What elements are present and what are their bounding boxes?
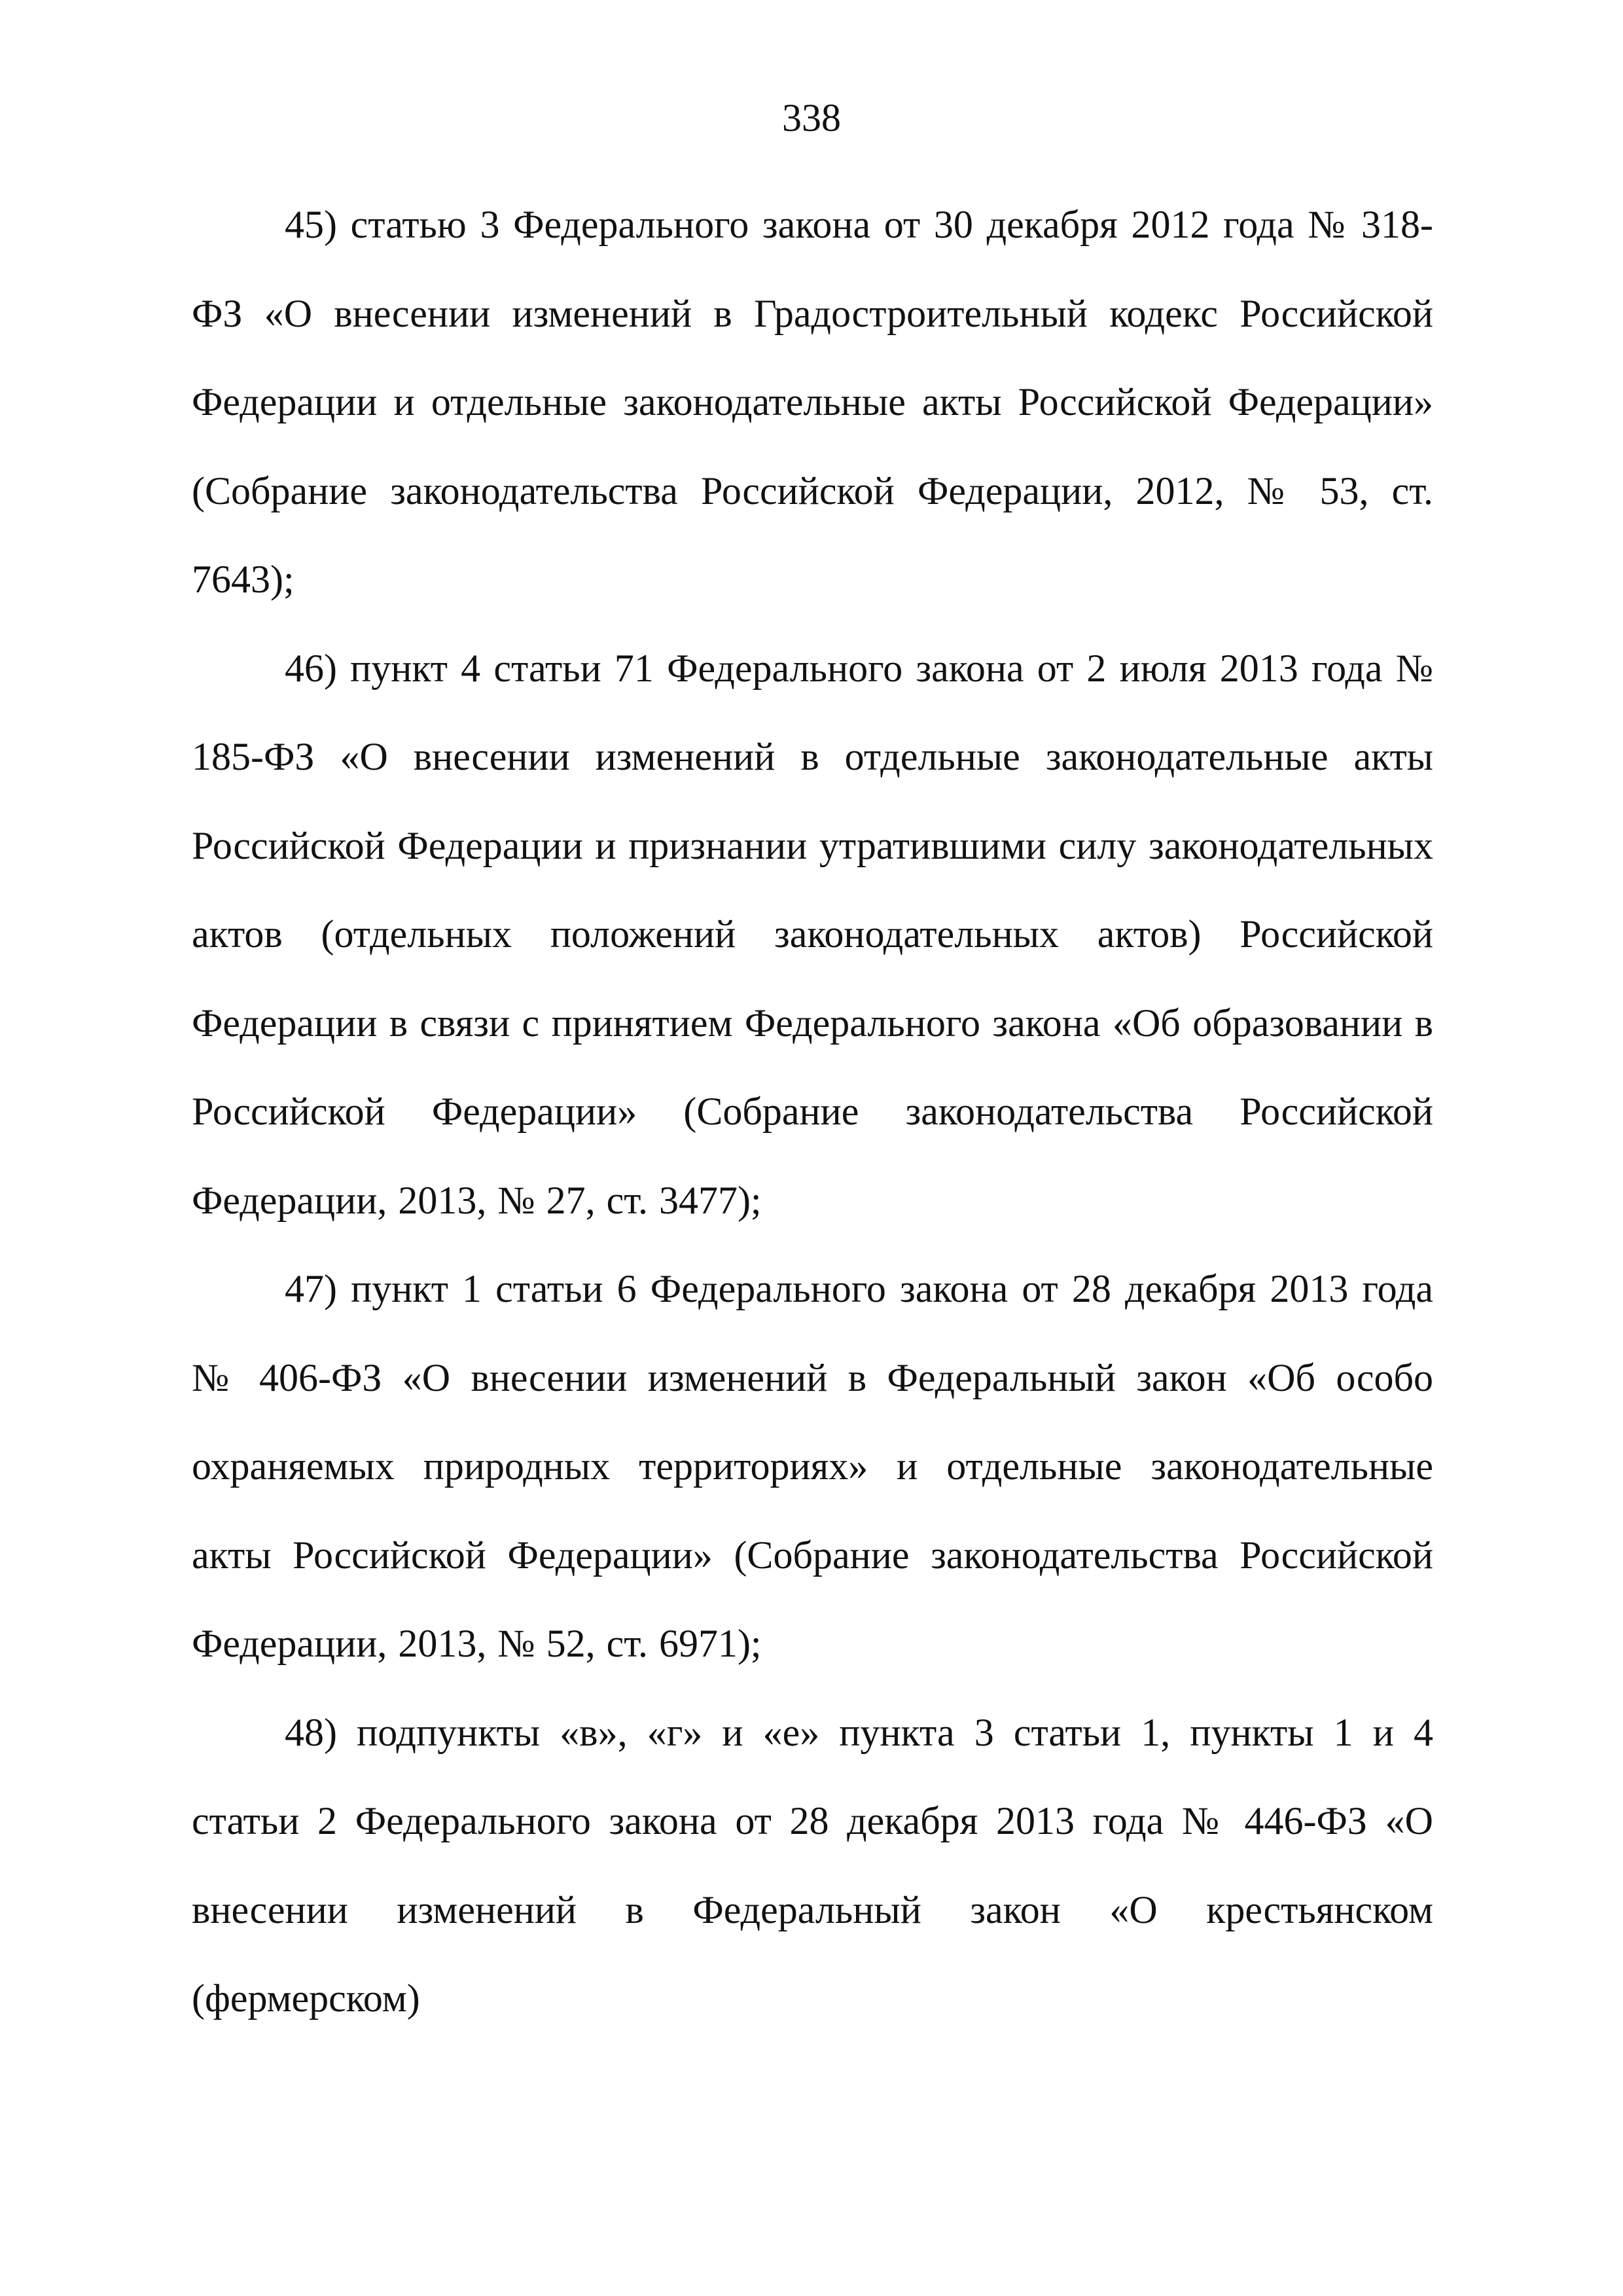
page-number: 338	[782, 96, 841, 139]
list-item-47: 47) пункт 1 статьи 6 Федерального закона от 28 декабря 2013 года № 406-ФЗ «О внесении изменений в Федеральный закон «Об особо охраняемых природных территориях» и отдельные законодательные акты Российской Федерации» (Собрание законодательства Российской Федерации, 2013, № 52, ст. 6971);	[192, 1267, 1433, 1665]
list-item-48: 48) подпункты «в», «г» и «е» пункта 3 статьи 1, пункты 1 и 4 статьи 2 Федерального закона от 28 декабря 2013 года № 446-ФЗ «О внесении изменений в Федеральный закон «О крестьянском (фермерском)	[192, 1710, 1433, 2020]
list-item-46: 46) пункт 4 статьи 71 Федерального закона от 2 июля 2013 года № 185-ФЗ «О внесении изменений в отдельные законодательные акты Российской Федерации и признании утратившими силу законодательных актов (отдельных положений законодательных актов) Российской Федерации в связи с принятием Федерального закона «Об образовании в Российской Федерации» (Собрание законодательства Российской Федерации, 2013, № 27, ст. 3477);	[192, 646, 1433, 1222]
list-item-45: 45) статью 3 Федерального закона от 30 декабря 2012 года № 318-ФЗ «О внесении изменений в Градостроительный кодекс Российской Федерации и отдельные законодательные акты Российской Федерации» (Собрание законодательства Российской Федерации, 2012, № 53, ст. 7643);	[192, 203, 1433, 601]
document-body	[192, 181, 1433, 2043]
